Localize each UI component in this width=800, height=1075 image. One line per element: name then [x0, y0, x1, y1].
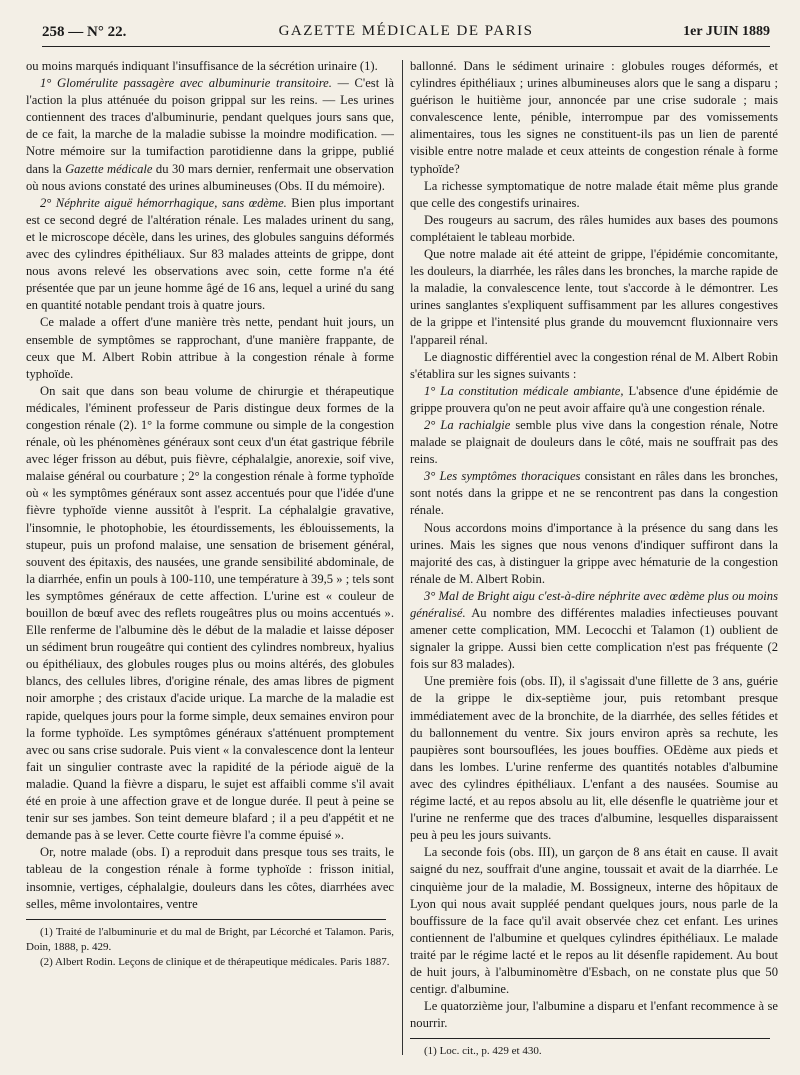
paragraph: On sait que dans son beau volume de chirurgie et thérapeutique médicales, l'éminent professeur de Paris distingue deux formes de la congestion rénale (2). 1° la forme commune ou simple de la congestion rénale, où les phénomènes généraux sont ceux d'un état gastrique fébrile avec léger frisson au début, puis fièvre, céphalalgie, anorexie, soif vive, malaise général ou courbature ; 2° la congestion rénale à forme typhoïde où « les symptômes généraux sont assez accentués pour que l'idée d'une fièvre typhoïde vienne aussitôt à l'esprit. La céphalalgie gravative, l'insomnie, le photophobie, les étourdissements, les éblouissements, la stupeur, puis un profond malaise, une sensation de brisement général, souvent des épitaxis, des nausées, une grande sensibilité abdominale, de la diarrhée, enfin un pouls à 100-110, une température à 39,5 » ; tels sont les symptômes généraux de cette affection. L'urine est « couleur de bouillon de bœuf avec des reflets rougeâtres plus ou moins accentués ». Elle renferme de l'albumine dès le début de la maladie et laisse déposer un sédiment brun rougeâtre qui contient des cylindres nombreux, hyalius ou épithéliaux, des globules rouges plus ou moins altérés, des globules blancs, des cellules libres, d'origine rénale, des amas libres de pigment noir amorphe ; des cristaux d'acide urique. La marche de la maladie est rapide, quelques jours pour la forme simple, deux semaines environ pour la forme typhoïde. Les symptômes généraux s'atténuent promptement avec ou sans crise sudorale. Puis vient « la convalescence dont la lenteur fait un singulier contraste avec la rapidité de la période aiguë de la maladie. Quand la fièvre a disparu, le sujet est affaibli comme s'il avait été en proie à une affection grave et de longue durée. Il peut à peine se tenir sur ses jambes. Son teint demeure blafard ; il a peu d'appétit et ne demande pas à se lever. Cette courte fièvre l'a comme épuisé ». [26, 383, 394, 843]
column-divider [402, 60, 403, 1055]
paragraph: 1° Glomérulite passagère avec albuminurie transitoire. — C'est là l'action la plus atténuée du poison grippal sur les reins. — Les urines contiennent des traces d'albuminurie, pendant quelques jours sans que, de ce fait, la marche de la maladie subisse la moindre modification. — Notre mémoire sur la tumifaction parotidienne dans la grippe, publié dans la Gazette médicale du 30 mars dernier, renfermait une observation où nous avions constaté des urines albumineuses (Obs. II du mémoire). [26, 76, 394, 193]
footnote: (1) Loc. cit., p. 429 et 430. [424, 1045, 542, 1058]
paragraph: Ce malade a offert d'une manière très nette, pendant huit jours, un ensemble de symptômes se rapprochant, d'une manière frappante, de ceux que M. Albert Robin attribue à la congestion rénale à forme typhoïde. [26, 315, 394, 381]
paragraph: Or, notre malade (obs. I) a reproduit dans presque tous ses traits, le tableau de la congestion rénale à forme typhoïde : frisson initial, insomnie, vertiges, céphalalgie, douleurs dans les côtes, diarrhées avec selles, même involontaires, ventre [26, 845, 394, 911]
paragraph: ballonné. Dans le sédiment urinaire : globules rouges déformés, et cylindres épithéliaux ; urines albumineuses alors que le sang a disparu ; guérison le huitième jour, annoncée par une crise sudorale ; mais convalescence lente, pénible, interrompue par des vomissements alimentaires, tous les signes ne constituent-ils pas un lien de parenté visible entre notre malade et ceux atteints de congestion rénale à forme typhoïde? [410, 59, 778, 176]
paragraph: Nous accordons moins d'importance à la présence du sang dans les urines. Mais les signes que nous venons d'indiquer suffiront dans la majorité des cas, à distinguer la grippe avec hématurie de la congestion rénale de M. Albert Robin. [410, 520, 778, 586]
paragraph: Que notre malade ait été atteint de grippe, l'épidémie concomitante, les douleurs, la diarrhée, les râles dans les bronches, la marche rapide de la maladie, la convalescence lente, tout s'accorde à le démontrer. Les urines sanglantes s'expliquent suffisamment par les allures congestives de la grippe et l'intensité plus grande du mouvemcnt fluxionnaire vers l'appareil rénal. [410, 247, 778, 347]
paragraph: Des rougeurs au sacrum, des râles humides aux bases des poumons complétaient le tableau morbide. [410, 212, 778, 244]
paragraph: 2° Néphrite aiguë hémorrhagique, sans œdème. Bien plus important est ce second degré de l'altération rénale. Les malades urinent du sang, et le microscope décèle, dans les urines, des globules sanguins déformés avec des cylindres épithéliaux. Sur 83 malades atteints de grippe, dont nous avons relevé les observations avec soin, cette forme n'a été présentée que par un jeune homme âgé de 16 ans, lequel a uriné du sang en quantité notable pendant trois à quatre jours. [26, 195, 394, 313]
section-heading: 1° Glomérulite passagère avec albuminurie transitoire. — [40, 76, 349, 91]
paragraph: Une première fois (obs. II), il s'agissait d'une fillette de 3 ans, guérie de la grippe le dix-septième jour, puis retombant presque immédiatement avec de la bronchite, de la diarrhée, des selles fétides et du ballonnement du ventre. Six jours environ après sa rechute, les paupières sont boursouflées, les joues bouffies. OEdème aux pieds et dans les lombes. L'urine renferme des quantités notables d'albumine avec des cylindres épithéliaux. L'enfant a des nausées. Soumise au régime lacté, et au repos absolu au lit, elle désenfle le quatrième jour et l'urine ne renferme que des traces d'albumine, lesquelles disparaissent peu à peu les jours suivants. [410, 674, 778, 843]
journal-title: GAZETTE MÉDICALE DE PARIS [278, 23, 534, 39]
paragraph: 1° La constitution médicale ambiante, L'absence d'une épidémie de grippe prouvera qu'on ne peut avoir affaire qu'à une congestion rénale. [410, 383, 778, 415]
issue-date: 1er JUIN 1889 [683, 24, 770, 39]
paragraph: 3° Mal de Bright aigu c'est-à-dire néphrite avec œdème plus ou moins généralisé. Au nombre des différentes maladies infectieuses pouvant amener cette complication, MM. Lecocchi et Talamon (1) oublient de signaler la grippe. Aussi bien cette complication n'est pas fréquente (2 fois sur 83 malades). [410, 588, 778, 672]
paragraph: Le quatorzième jour, l'albumine a disparu et l'enfant recommence à se nourrir. [410, 999, 778, 1031]
left-column [26, 58, 394, 1058]
paragraph: Le diagnostic différentiel avec la congestion rénal de M. Albert Robin s'établira sur les signes suivants : [410, 349, 778, 381]
section-heading: 1° La constitution médicale ambiante, [424, 383, 624, 398]
right-column [410, 58, 778, 1058]
journal-name: Gazette médicale [65, 161, 153, 176]
section-heading: 2° La rachialgie [424, 417, 511, 432]
footnote: (1) Traité de l'albuminurie et du mal de Bright, par Lécorché et Talamon. Paris, Doin, 1888, p. 429. [26, 925, 394, 953]
paragraph: La seconde fois (obs. III), un garçon de 8 ans était en cause. Il avait saigné du nez, souffrait d'une angine, toussait et avait de la diarrhée. Le cinquième jour de la maladie, M. Bossigneux, interne des hôpitaux de Lyon qui nous avait suppléé pendant quelques jours, nous parle de la bouffissure de la face qu'il avait observée chez cet enfant. Les urines contiennent de l'albumine et quelques cylindres épithéliaux. Le malade traité par le régime lacté et le repos au lit désenfle rapidement. Au bout de huit jours, à l'albuminomètre d'Esbach, on ne constate plus que 50 centigr. d'albumine. [410, 845, 778, 997]
paragraph: La richesse symptomatique de notre malade était même plus grande que celle des congestifs urinaires. [410, 178, 778, 210]
section-heading: 3° Mal de Bright aigu c'est-à-dire néphrite avec œdème plus ou moins généralisé. [410, 588, 778, 620]
page-number: 258 — N° 22. [42, 24, 127, 40]
section-heading: 2° Néphrite aiguë hémorrhagique, sans œdème. [40, 195, 287, 210]
paragraph: 2° La rachialgie semble plus vive dans la congestion rénale, Notre malade se plaignait de douleurs dans le côté, mais ne souffrait pas des reins. [410, 417, 778, 467]
paragraph: 3° Les symptômes thoraciques consistant en râles dans les bronches, sont notés dans la grippe et ne se rencontrent pas dans la congestion rénale. [410, 469, 778, 518]
paragraph: ou moins marqués indiquant l'insuffisance de la sécrétion urinaire (1). [26, 59, 378, 73]
footnote-rule [410, 1038, 770, 1039]
page-header [42, 20, 770, 47]
footnote-rule [26, 919, 386, 920]
footnote: (2) Albert Rodin. Leçons de clinique et de thérapeutique médicales. Paris 1887. [40, 955, 390, 968]
section-heading: 3° Les symptômes thoraciques [424, 469, 581, 484]
